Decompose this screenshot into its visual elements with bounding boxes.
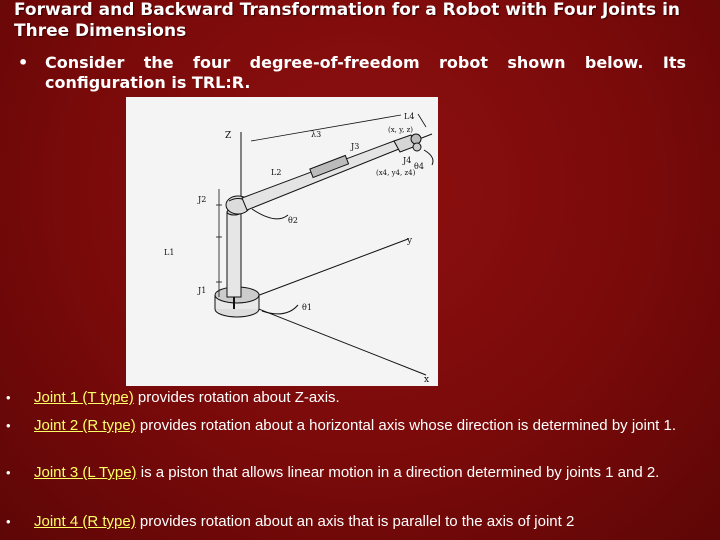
label-l2: L2 bbox=[271, 168, 282, 177]
y-axis bbox=[241, 239, 408, 302]
joint3-text: is a piston that allows linear motion in a direction determined by joints 1 and 2. bbox=[136, 464, 660, 481]
joint3-link[interactable]: Joint 3 (L Type) bbox=[34, 464, 137, 481]
list-item bbox=[6, 416, 712, 436]
theta1-arc bbox=[262, 305, 298, 314]
label-j3: J3 bbox=[351, 142, 360, 151]
label-theta1: θ1 bbox=[302, 303, 312, 312]
intro-paragraph bbox=[18, 53, 686, 93]
z-axis-label: Z bbox=[225, 131, 232, 141]
list-item bbox=[6, 388, 712, 408]
label-l4: L4 bbox=[404, 112, 415, 121]
intro-text: Consider the four degree-of-freedom robot shown below. Its configuration is TRL:R. bbox=[45, 53, 686, 92]
intro-bullet: • bbox=[18, 53, 29, 72]
label-theta2: θ2 bbox=[288, 216, 298, 225]
list-bullet: • bbox=[6, 514, 11, 529]
x-axis-label: x bbox=[424, 375, 430, 385]
label-lambda3: λ3 bbox=[311, 130, 322, 139]
joint4-text: provides rotation about an axis that is parallel to the axis of joint 2 bbox=[135, 513, 575, 530]
column bbox=[227, 212, 241, 297]
label-xyz: (x, y, z) bbox=[388, 126, 414, 134]
slide-title: Forward and Backward Transformation for a Robot with Four Joints in Three Dimensions bbox=[14, 0, 681, 41]
list-item bbox=[6, 512, 712, 532]
list-bullet: • bbox=[6, 465, 11, 480]
label-l1: L1 bbox=[164, 248, 175, 257]
joint1-text: provides rotation about Z-axis. bbox=[133, 389, 340, 406]
label-j1: J1 bbox=[198, 286, 207, 295]
label-theta4: θ4 bbox=[414, 162, 424, 171]
label-j4: J4 bbox=[403, 156, 412, 165]
label-j2: J2 bbox=[198, 195, 207, 204]
list-item bbox=[6, 463, 712, 483]
list-bullet: • bbox=[6, 390, 11, 405]
list-bullet: • bbox=[6, 418, 11, 433]
robot-diagram bbox=[126, 97, 438, 386]
theta2-arc bbox=[252, 209, 288, 219]
joint4-link[interactable]: Joint 4 (R type) bbox=[34, 513, 136, 530]
joint2-link[interactable]: Joint 2 (R type) bbox=[34, 417, 136, 434]
theta4-arc bbox=[424, 150, 433, 165]
label-pos4: (x4, y4, z4) bbox=[376, 169, 416, 177]
y-axis-label: y bbox=[407, 236, 413, 246]
joint1-link[interactable]: Joint 1 (T type) bbox=[34, 389, 134, 406]
joint2-text: provides rotation about a horizontal axis whose direction is determined by joint 1. bbox=[135, 417, 677, 434]
